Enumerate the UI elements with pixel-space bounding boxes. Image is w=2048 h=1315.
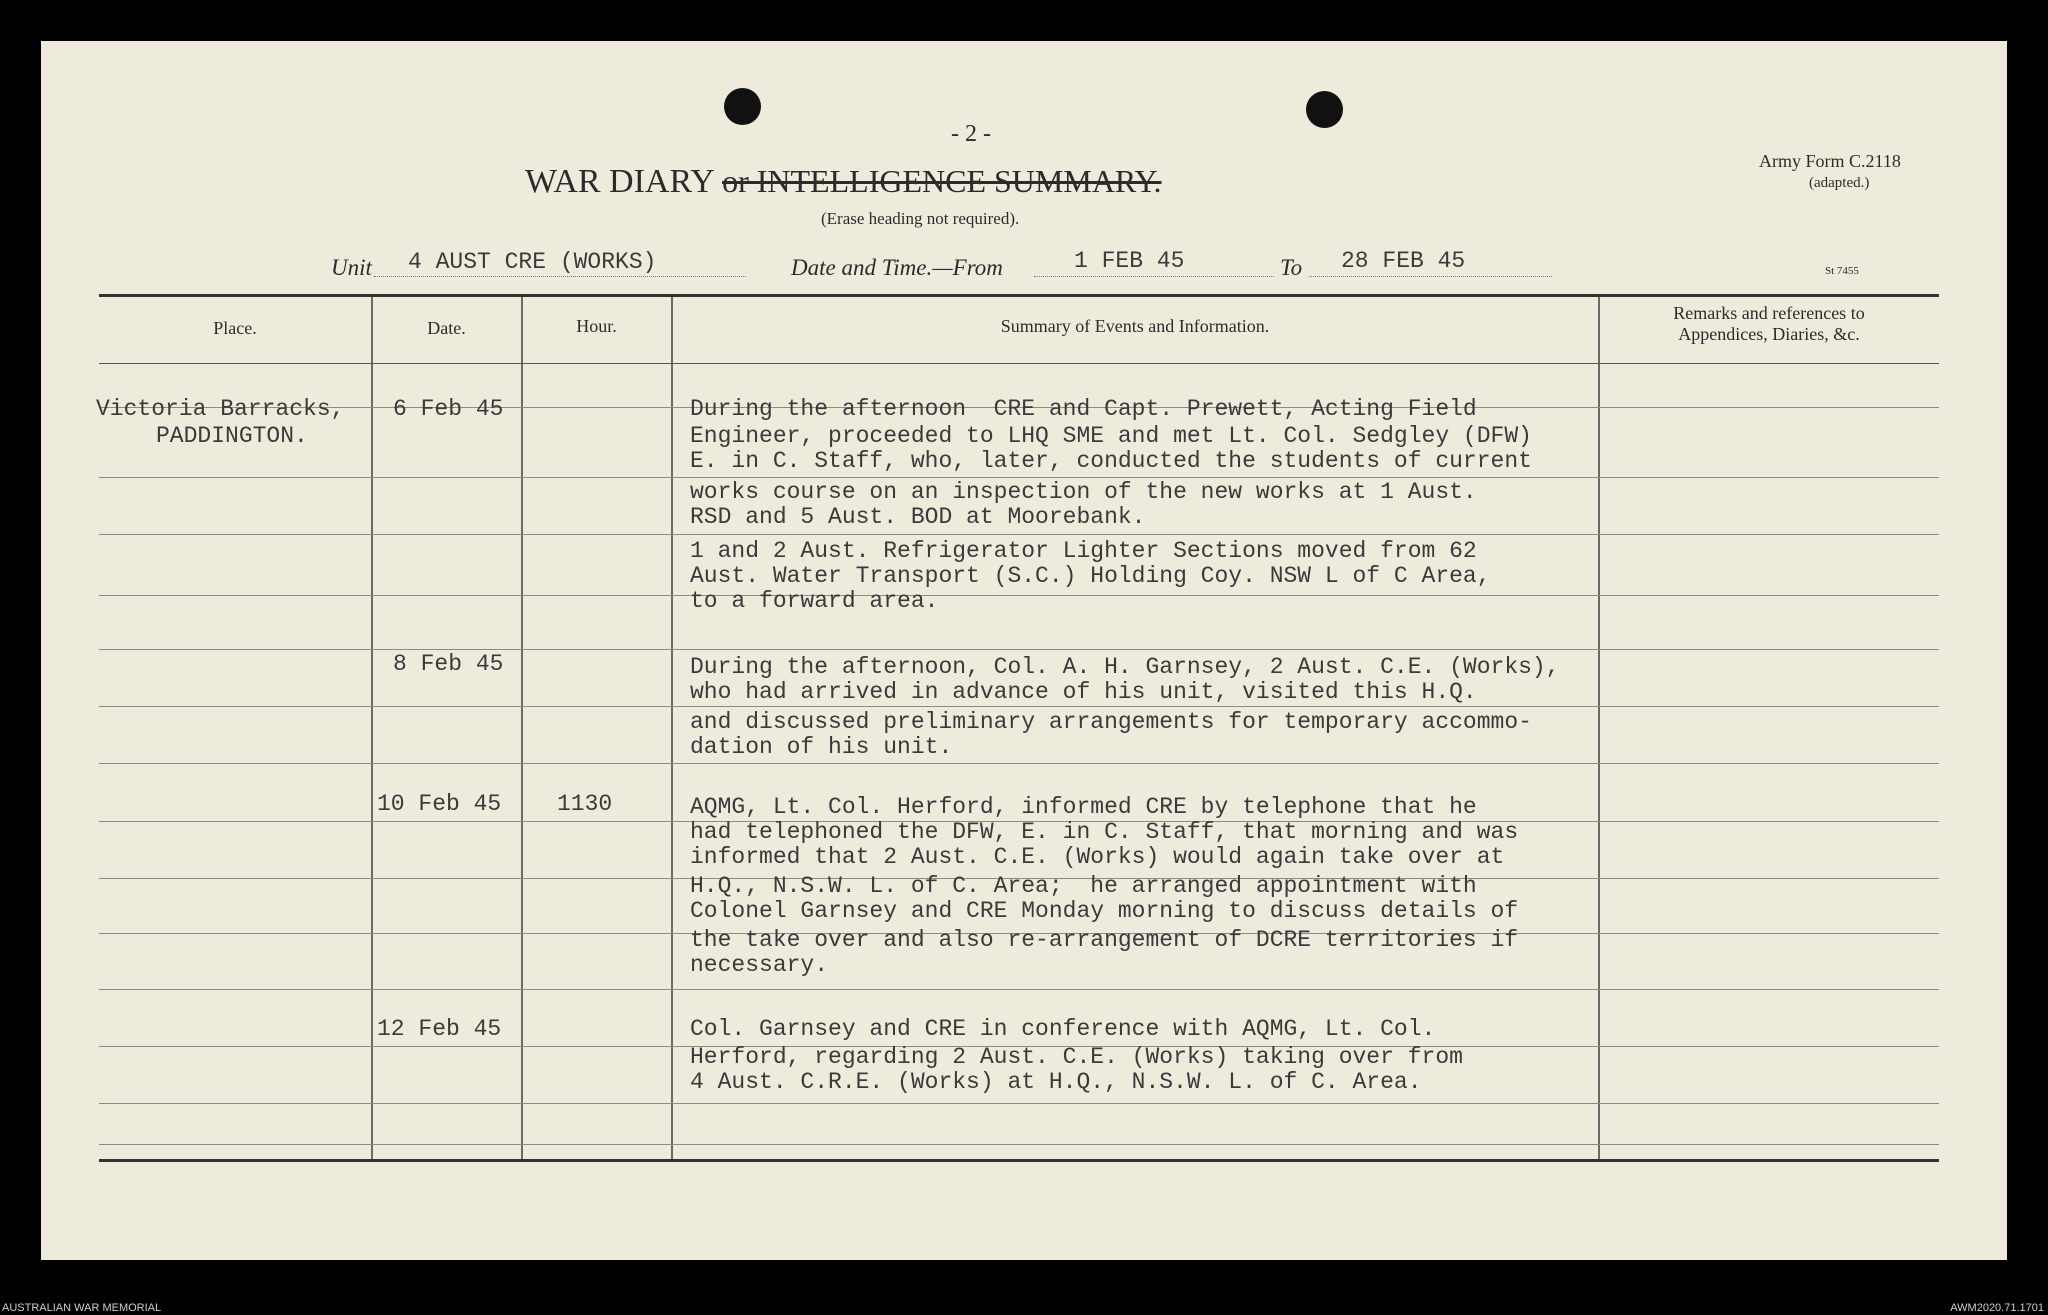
army-form-adapted: (adapted.) <box>1809 175 1870 191</box>
title-struck-summary: or INTELLIGENCE SUMMARY. <box>722 163 1162 199</box>
date-entry-3: 10 Feb 45 <box>377 791 502 817</box>
date-entry-2: 8 Feb 45 <box>393 651 504 677</box>
col-divider-hour <box>671 297 673 1159</box>
table-row-rule <box>99 763 1939 764</box>
summary-line: who had arrived in advance of his unit, visited this H.Q. <box>690 679 1477 705</box>
title-war-diary: WAR DIARY <box>525 163 714 200</box>
summary-line: works course on an inspection of the new works at 1 Aust. <box>690 479 1477 505</box>
summary-line: AQMG, Lt. Col. Herford, informed CRE by telephone that he <box>690 794 1477 820</box>
summary-line: 4 Aust. C.R.E. (Works) at H.Q., N.S.W. L. of C. Area. <box>690 1069 1422 1095</box>
table-row-rule <box>99 706 1939 707</box>
date-from: 1 FEB 45 <box>1074 248 1185 274</box>
summary-line: Engineer, proceeded to LHQ SME and met Lt. Col. Sedgley (DFW) <box>690 423 1532 449</box>
page-number: - 2 - <box>951 121 991 147</box>
col-divider-place <box>371 297 373 1159</box>
summary-line: to a forward area. <box>690 588 939 614</box>
hour-entry-3: 1130 <box>557 791 613 817</box>
summary-line: informed that 2 Aust. C.E. (Works) would again take over at <box>690 844 1505 870</box>
unit-underline <box>374 276 746 277</box>
summary-line: During the afternoon, Col. A. H. Garnsey, 2 Aust. C.E. (Works), <box>690 654 1560 680</box>
col-divider-date <box>521 297 523 1159</box>
table-row-rule <box>99 1144 1939 1145</box>
date-from-underline <box>1034 276 1274 277</box>
form-title <box>525 163 1161 201</box>
summary-line: H.Q., N.S.W. L. of C. Area; he arranged appointment with <box>690 873 1477 899</box>
st-number: St 7455 <box>1825 265 1859 277</box>
summary-line: necessary. <box>690 952 829 978</box>
col-header-remarks-line2: Appendices, Diaries, &c. <box>1678 324 1860 344</box>
col-header-hour: Hour. <box>576 316 617 336</box>
table-row-rule <box>99 595 1939 596</box>
table-top-rule <box>99 294 1939 297</box>
table-row-rule <box>99 989 1939 990</box>
col-header-date: Date. <box>427 318 466 338</box>
erase-note: (Erase heading not required). <box>821 209 1020 228</box>
place-line-1: Victoria Barracks, <box>96 396 345 422</box>
footer-archive-name: AUSTRALIAN WAR MEMORIAL <box>2 1302 162 1314</box>
table-row-rule <box>99 649 1939 650</box>
summary-line: 1 and 2 Aust. Refrigerator Lighter Sections moved from 62 <box>690 538 1477 564</box>
summary-line: Aust. Water Transport (S.C.) Holding Coy. NSW L of C Area, <box>690 563 1491 589</box>
date-entry-1: 6 Feb 45 <box>393 396 504 422</box>
table-row-rule <box>99 1103 1939 1104</box>
summary-line: had telephoned the DFW, E. in C. Staff, that morning and was <box>690 819 1519 845</box>
summary-line: Herford, regarding 2 Aust. C.E. (Works) taking over from <box>690 1044 1463 1070</box>
footer-accession-number: AWM2020.71.1701 <box>1950 1302 2044 1314</box>
col-divider-summary <box>1598 297 1600 1159</box>
summary-line: and discussed preliminary arrangements for temporary accommo- <box>690 709 1532 735</box>
summary-line: E. in C. Staff, who, later, conducted the students of current <box>690 448 1532 474</box>
punch-hole-left <box>724 88 761 125</box>
col-header-summary: Summary of Events and Information. <box>1000 316 1270 336</box>
col-header-place: Place. <box>213 318 257 338</box>
summary-line: Colonel Garnsey and CRE Monday morning to discuss details of <box>690 898 1519 924</box>
col-header-remarks-line1: Remarks and references to <box>1673 303 1865 323</box>
summary-line: the take over and also re-arrangement of DCRE territories if <box>690 927 1519 953</box>
to-label: To <box>1280 255 1303 280</box>
place-line-2: PADDINGTON. <box>156 423 308 449</box>
col-header-remarks <box>1599 303 1939 345</box>
table-bottom-rule <box>99 1159 1939 1162</box>
date-to-underline <box>1309 276 1552 277</box>
header-row-rule <box>99 363 1939 364</box>
diary-sheet <box>41 41 2007 1260</box>
table-row-rule <box>99 534 1939 535</box>
summary-line: dation of his unit. <box>690 734 953 760</box>
unit-value: 4 AUST CRE (WORKS) <box>408 249 657 275</box>
army-form-number: Army Form C.2118 <box>1759 151 1901 171</box>
date-to: 28 FEB 45 <box>1341 248 1466 274</box>
punch-hole-right <box>1306 91 1343 128</box>
summary-line: During the afternoon CRE and Capt. Prewett, Acting Field <box>690 396 1477 422</box>
date-entry-4: 12 Feb 45 <box>377 1016 502 1042</box>
date-label: Date and Time.—From <box>791 255 1003 280</box>
summary-line: RSD and 5 Aust. BOD at Moorebank. <box>690 504 1146 530</box>
summary-line: Col. Garnsey and CRE in conference with AQMG, Lt. Col. <box>690 1016 1436 1042</box>
unit-label: Unit <box>331 255 372 280</box>
table-row-rule <box>99 477 1939 478</box>
